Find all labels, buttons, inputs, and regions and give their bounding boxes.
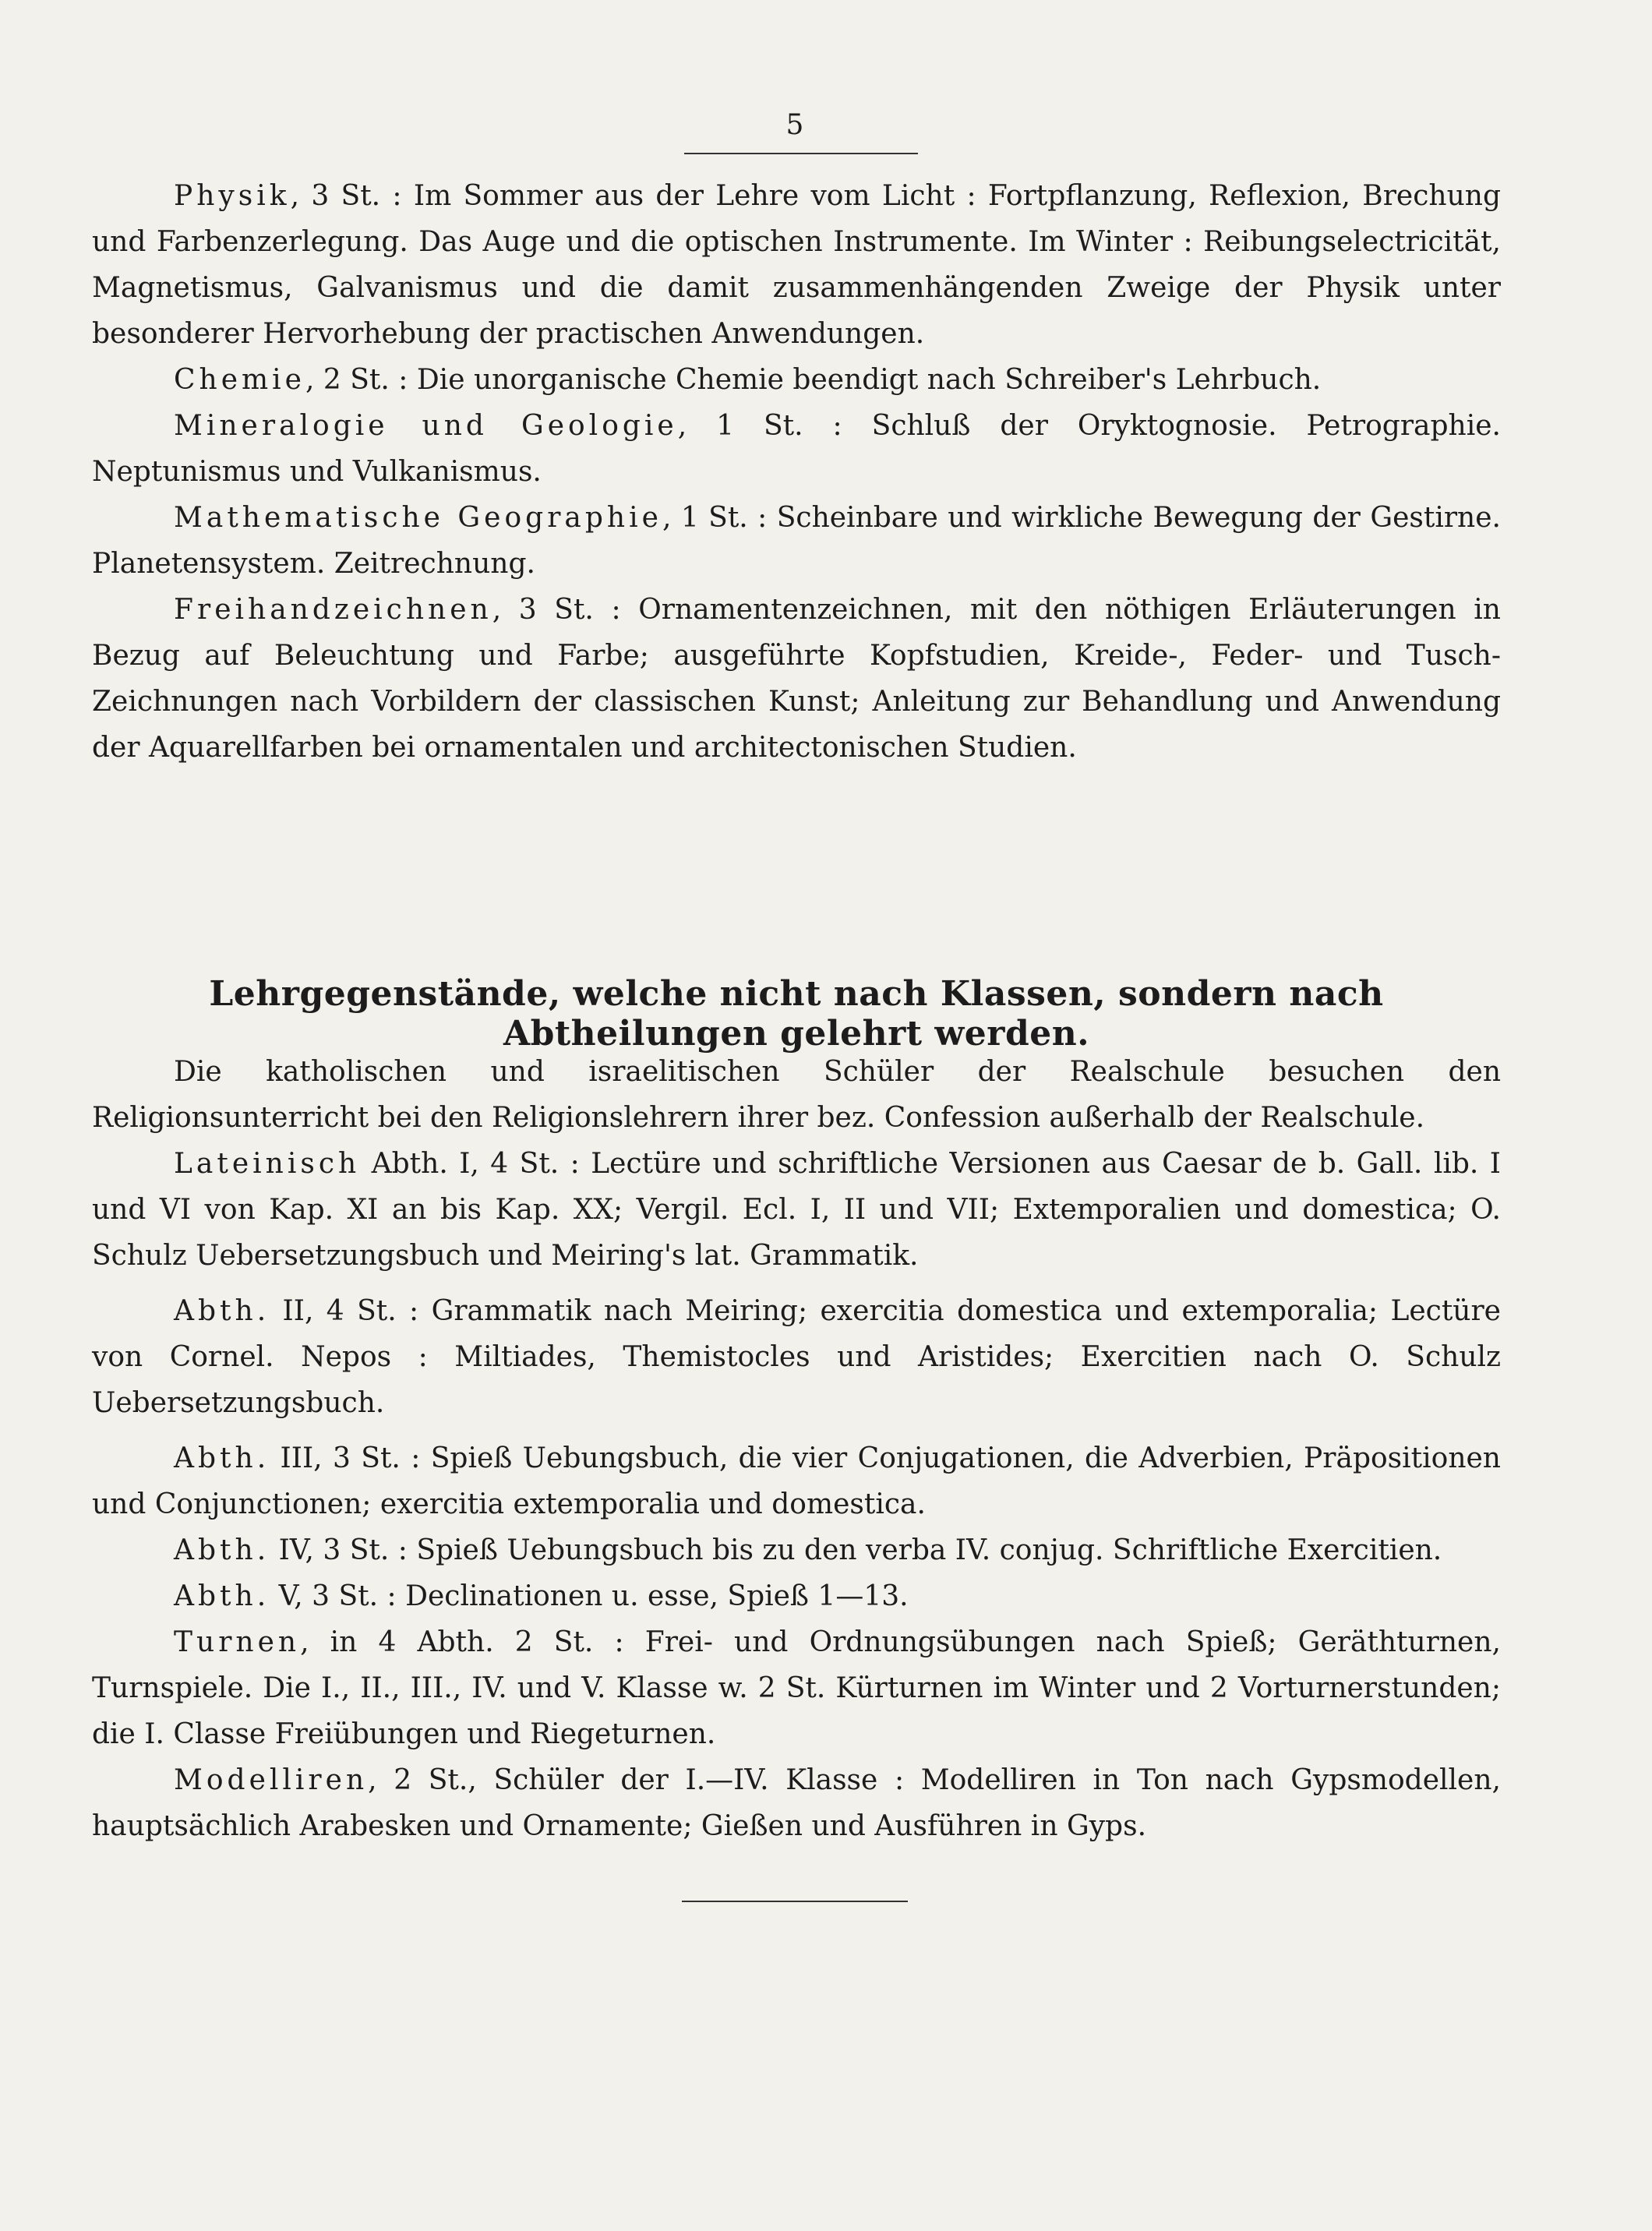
abteilungen-section xyxy=(92,1049,1501,1849)
top-rule xyxy=(684,153,918,154)
subject-term: Turnen xyxy=(174,1626,301,1658)
subject-term: Mathematische Geographie xyxy=(174,502,662,534)
subject-term: Modelliren xyxy=(174,1764,369,1796)
section-heading: Lehrgegenstände, welche nicht nach Klassen, sondern nach Abtheilungen gelehrt werden. xyxy=(209,974,1384,1054)
page-number: 5 xyxy=(785,109,804,141)
subject-term: Abth. xyxy=(174,1580,270,1612)
subject-term: Abth. xyxy=(174,1534,270,1566)
subject-term: Abth. xyxy=(174,1295,270,1327)
paragraph-religion: Die katholischen und israelitischen Schüler der Realschule besuchen den Religionsunterricht bei den Religionslehrern ihrer bez. Confession außerhalb der Realschule. xyxy=(92,1056,1501,1134)
bottom-rule xyxy=(682,1901,908,1902)
paragraph-chemie: Chemie, 2 St. : Die unorganische Chemie beendigt nach Schreiber's Lehrbuch. xyxy=(174,364,1322,396)
subjects-section xyxy=(92,173,1501,771)
paragraph-latein-abth-3: Abth. III, 3 St. : Spieß Uebungsbuch, die vier Conjugationen, die Adverbien, Präpositionen und Conjunctionen; exercitia extemporalia und domestica. xyxy=(92,1442,1501,1520)
subject-term: Physik xyxy=(174,180,291,212)
paragraph-latein-abth-2: Abth. II, 4 St. : Grammatik nach Meiring; exercitia domestica und extemporalia; Lectüre von Cornel. Nepos : Miltiades, Themistocles und Aristides; Exercitien nach O. Schulz Uebersetzungsbuch. xyxy=(92,1295,1501,1419)
paragraph-latein-abth-1: Lateinisch Abth. I, 4 St. : Lectüre und schriftliche Versionen aus Caesar de b. Gall. lib. I und VI von Kap. XI an bis Kap. XX; Vergil. Ecl. I, II und VII; Extemporalien und domestica; O. Schulz Uebersetzungsbuch und Meiring's lat. Grammatik. xyxy=(92,1148,1501,1272)
subject-term: Freihandzeichnen xyxy=(174,594,492,626)
paragraph-modelliren: Modelliren, 2 St., Schüler der I.—IV. Klasse : Modelliren in Ton nach Gypsmodellen, hauptsächlich Arabesken und Ornamente; Gießen und Ausführen in Gyps. xyxy=(92,1764,1501,1842)
paragraph-latein-abth-4: Abth. IV, 3 St. : Spieß Uebungsbuch bis zu den verba IV. conjug. Schriftliche Exercitien. xyxy=(174,1534,1442,1566)
paragraph-turnen: Turnen, in 4 Abth. 2 St. : Frei- und Ordnungsübungen nach Spieß; Geräthturnen, Turnspiele. Die I., II., III., IV. und V. Klasse w. 2 St. Kürturnen im Winter und 2 Vorturnerstunden; die I. Classe Freiübungen und Riegeturnen. xyxy=(92,1626,1501,1750)
paragraph-mineralogie: Mineralogie und Geologie, 1 St. : Schluß der Oryktognosie. Petrographie. Neptunismus und Vulkanismus. xyxy=(92,410,1501,488)
subject-term: Abth. xyxy=(174,1442,270,1474)
paragraph-geographie: Mathematische Geographie, 1 St. : Scheinbare und wirkliche Bewegung der Gestirne. Planetensystem. Zeitrechnung. xyxy=(92,502,1501,580)
paragraph-physik: Physik, 3 St. : Im Sommer aus der Lehre vom Licht : Fortpflanzung, Reflexion, Brechung und Farbenzerlegung. Das Auge und die optischen Instrumente. Im Winter : Reibungselectricität, Magnetismus, Galvanismus und die damit zusammenhängenden Zweige der Physik unter besonderer Hervorhebung der practischen Anwendungen. xyxy=(92,180,1501,350)
subject-term: Chemie xyxy=(174,364,305,396)
paragraph-latein-abth-5: Abth. V, 3 St. : Declinationen u. esse, Spieß 1—13. xyxy=(174,1580,909,1612)
subject-term: Mineralogie und Geologie xyxy=(174,410,678,442)
paragraph-freihandzeichnen: Freihandzeichnen, 3 St. : Ornamentenzeichnen, mit den nöthigen Erläuterungen in Bezug auf Beleuchtung und Farbe; ausgeführte Kopfstudien, Kreide-, Feder- und Tusch-Zeichnungen nach Vorbildern der classischen Kunst; Anleitung zur Behandlung und Anwendung der Aquarellfarben bei ornamentalen und architectonischen Studien. xyxy=(92,594,1501,764)
subject-term: Lateinisch xyxy=(174,1148,361,1180)
